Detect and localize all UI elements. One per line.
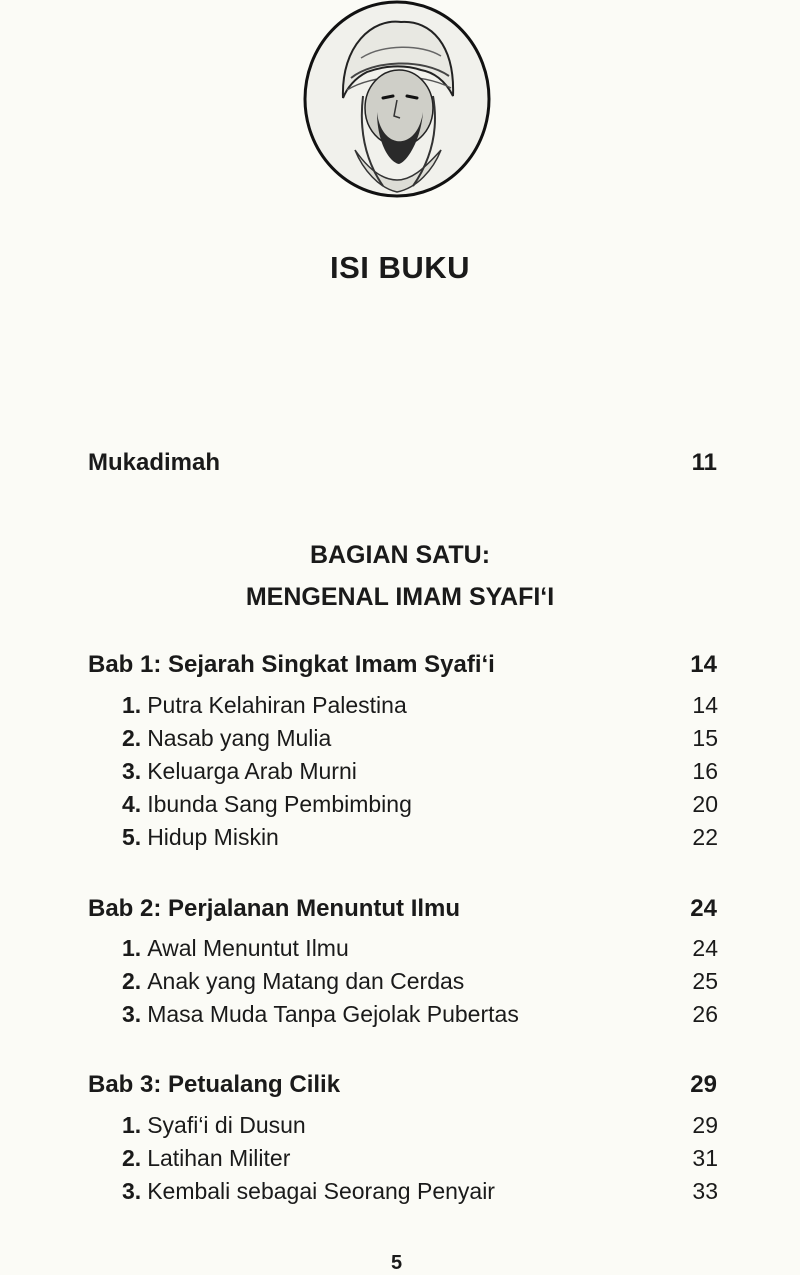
chapter-heading — [88, 895, 720, 923]
chapter-title: Bab 1: Sejarah Singkat Imam Syafi‘i — [88, 651, 495, 678]
item-number: 5. — [122, 824, 142, 850]
toc-item — [122, 1112, 720, 1139]
item-label: Hidup Miskin — [147, 824, 279, 850]
entry-page: 11 — [691, 449, 717, 476]
page-title: ISI BUKU — [329, 250, 471, 285]
item-number: 2. — [122, 725, 142, 751]
item-page: 24 — [692, 935, 718, 961]
toc-item — [122, 935, 720, 962]
item-number: 1. — [122, 692, 142, 718]
chapter-title: Bab 2: Perjalanan Menuntut Ilmu — [88, 895, 461, 922]
toc-item — [122, 725, 720, 752]
item-label: Ibunda Sang Pembimbing — [147, 791, 412, 817]
item-number: 3. — [122, 1178, 142, 1204]
item-label: Anak yang Matang dan Cerdas — [147, 968, 465, 994]
chapter-page: 14 — [690, 651, 717, 678]
item-number: 1. — [122, 1112, 142, 1138]
toc-item — [122, 791, 720, 818]
item-page: 33 — [692, 1178, 718, 1204]
item-page: 15 — [692, 725, 718, 751]
item-page: 25 — [692, 968, 718, 994]
item-page: 20 — [692, 791, 718, 817]
chapter-page: 24 — [690, 895, 717, 922]
item-page: 14 — [692, 692, 718, 718]
item-number: 2. — [122, 968, 142, 994]
chapter-title: Bab 3: Petualang Cilik — [88, 1071, 341, 1098]
item-label: Putra Kelahiran Palestina — [147, 692, 407, 718]
item-label: Keluarga Arab Murni — [147, 758, 357, 784]
item-label: Masa Muda Tanpa Gejolak Pubertas — [147, 1001, 519, 1027]
part-heading-line2: MENGENAL IMAM SYAFI‘I — [245, 583, 555, 611]
item-number: 3. — [122, 758, 142, 784]
item-number: 3. — [122, 1001, 142, 1027]
item-page: 16 — [692, 758, 718, 784]
item-number: 1. — [122, 935, 142, 961]
item-label: Awal Menuntut Ilmu — [147, 935, 349, 961]
item-label: Kembali sebagai Seorang Penyair — [147, 1178, 495, 1204]
toc-item — [122, 1145, 720, 1172]
toc-item — [122, 1178, 720, 1205]
item-label: Syafi‘i di Dusun — [147, 1112, 306, 1138]
chapter-heading — [88, 1071, 720, 1099]
item-page: 29 — [692, 1112, 718, 1138]
toc-item — [122, 968, 720, 995]
toc-item — [122, 758, 720, 785]
item-number: 2. — [122, 1145, 142, 1171]
toc-item — [122, 824, 720, 851]
item-page: 31 — [692, 1145, 718, 1171]
item-number: 4. — [122, 791, 142, 817]
chapter-page: 29 — [690, 1071, 717, 1098]
item-label: Nasab yang Mulia — [147, 725, 332, 751]
chapter-heading — [88, 651, 720, 679]
part-heading-line1: BAGIAN SATU: — [309, 541, 491, 569]
toc-item — [122, 692, 720, 719]
item-page: 22 — [692, 824, 718, 850]
toc-item — [122, 1001, 720, 1028]
page-number: 5 — [391, 1252, 403, 1274]
entry-label: Mukadimah — [88, 449, 221, 476]
item-label: Latihan Militer — [147, 1145, 291, 1171]
item-page: 26 — [692, 1001, 718, 1027]
portrait-illustration — [303, 0, 491, 198]
toc-entry-mukadimah — [88, 449, 720, 477]
